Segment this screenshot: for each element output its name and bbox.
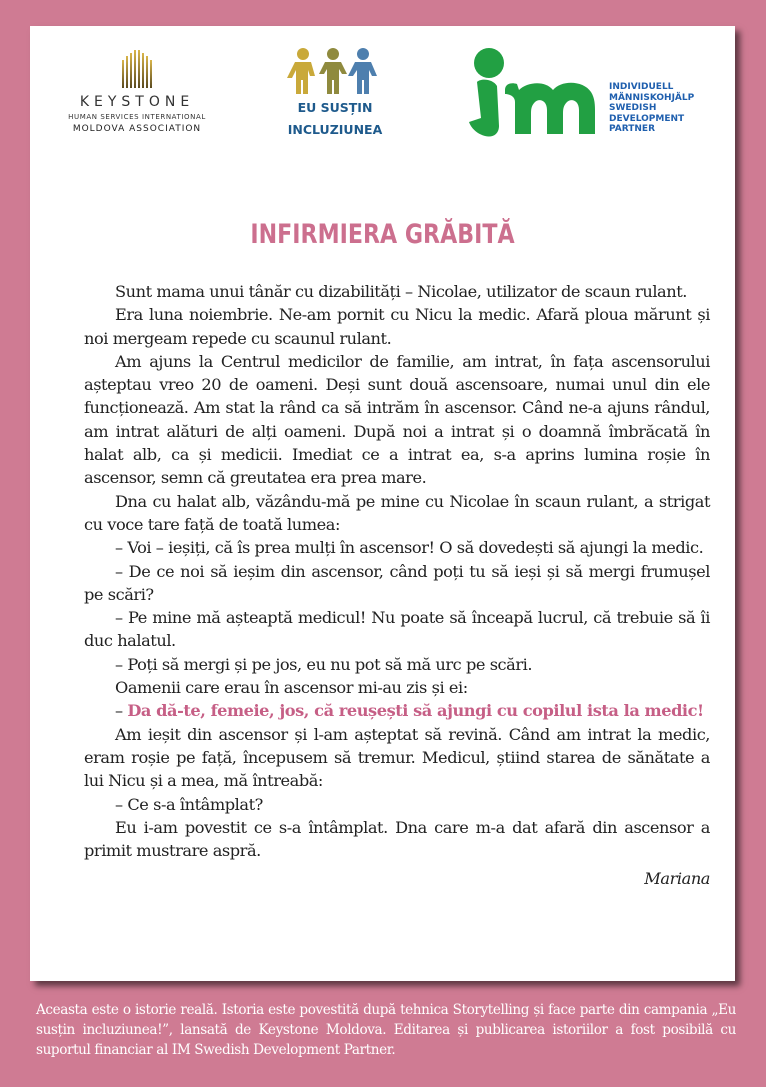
story-paragraph: Am ajuns la Centrul medicilor de familie, am intrat, în fața ascensorului așteptau vreo 20 de oameni. Deși sunt două ascensoare, numai unul din ele funcționează. Am stat la rând ca să intrăm în ascensor. Când ne-a ajuns rândul, am intrat alături de alți oameni. După noi a intrat și o doamnă îmbrăcată în halat alb, ca și medicii. Imediat ce a intrat ea, s-a aprins lumina roșie în ascensor, semn că greutatea era prea mare. [84, 351, 710, 488]
story-paragraph: – Ce s-a întâmplat? [115, 794, 263, 814]
story-paragraph: Am ieșit din ascensor și l-am așteptat să revină. Când am intrat la medic, eram roșie pe față, începusem să tremur. Medicul, știind starea de sănătate a lui Nicu și a mea, mă întreabă: [84, 724, 710, 791]
im-line-1: INDIVIDUELL [609, 82, 674, 92]
eu-sustin-line2: INCLUZIUNEA [287, 122, 383, 137]
story-paragraph: Oamenii care erau în ascensor mi-au zis și ei: [115, 678, 468, 698]
keystone-logo [62, 50, 212, 135]
im-line-4: DEVELOPMENT [609, 113, 685, 124]
story-paragraph: Eu i-am povestit ce s-a întâmplat. Dna care m-a dat afară din ascensor a primit mustrare aspră. [84, 817, 710, 861]
keystone-name: KEYSTONE [79, 94, 195, 110]
story-title: INFIRMIERA GRĂBITĂ [250, 219, 515, 250]
eu-sustin-line1: EU SUSȚIN [297, 100, 373, 115]
im-logo [467, 46, 712, 141]
keystone-moldova: MOLDOVA ASSOCIATION [72, 124, 202, 134]
keystone-mark-icon [121, 50, 153, 88]
story-paragraph: – Poți să mergi și pe jos, eu nu pot să mă urc pe scări. [115, 654, 533, 674]
im-text [609, 82, 694, 135]
eu-sustin-logo [280, 46, 390, 140]
story-paragraph: Sunt mama unui tânăr cu dizabilități – Nicolae, utilizator de scaun rulant. [115, 282, 687, 301]
story-paragraph: – Voi – ieșiți, că îs prea mulți în ascensor! O să dovedești să ajungi la medic. [115, 538, 704, 558]
story-paragraph: Era luna noiembrie. Ne-am pornit cu Nicu la medic. Afară ploua mărunt și noi mergeam repede cu scaunul rulant. [84, 305, 710, 348]
story-paragraph: Dna cu halat alb, văzându-mă pe mine cu Nicolae în scaun rulant, a strigat cu voce tare față de toată lumea: [84, 491, 710, 534]
footer-note: Aceasta este o istorie reală. Istoria este povestită după tehnica Storytelling și face parte din campania „Eu susțin incluziunea!”, lansată de Keystone Moldova. Editarea și publicarea istoriilor a fost posibilă cu suportul financiar al IM Swedish Development Partner. [36, 1002, 736, 1058]
highlight-dash: – [115, 701, 128, 721]
people-icon [285, 46, 385, 96]
story-paragraph: – Pe mine mă așteaptă medicul! Nu poate să înceapă lucrul, că trebuie să îi duc halatul. [84, 608, 710, 651]
im-mark-icon [467, 46, 613, 138]
story-body [84, 280, 710, 891]
story-card [30, 26, 735, 981]
highlight-quote: Da dă-te, femeie, jos, că reușești să ajungi cu copilul ista la medic! [127, 701, 704, 721]
im-line-2: MÄNNISKOHJÄLP [609, 92, 695, 103]
im-line-5: PARTNER [609, 124, 656, 134]
signature: Mariana [644, 869, 710, 889]
im-line-3: SWEDISH [609, 103, 657, 113]
keystone-subtitle: HUMAN SERVICES INTERNATIONAL [68, 113, 206, 121]
story-paragraph: – De ce noi să ieșim din ascensor, când poți tu să ieși și să mergi frumușel pe scări? [84, 561, 710, 604]
highlight-paragraph [84, 699, 710, 722]
